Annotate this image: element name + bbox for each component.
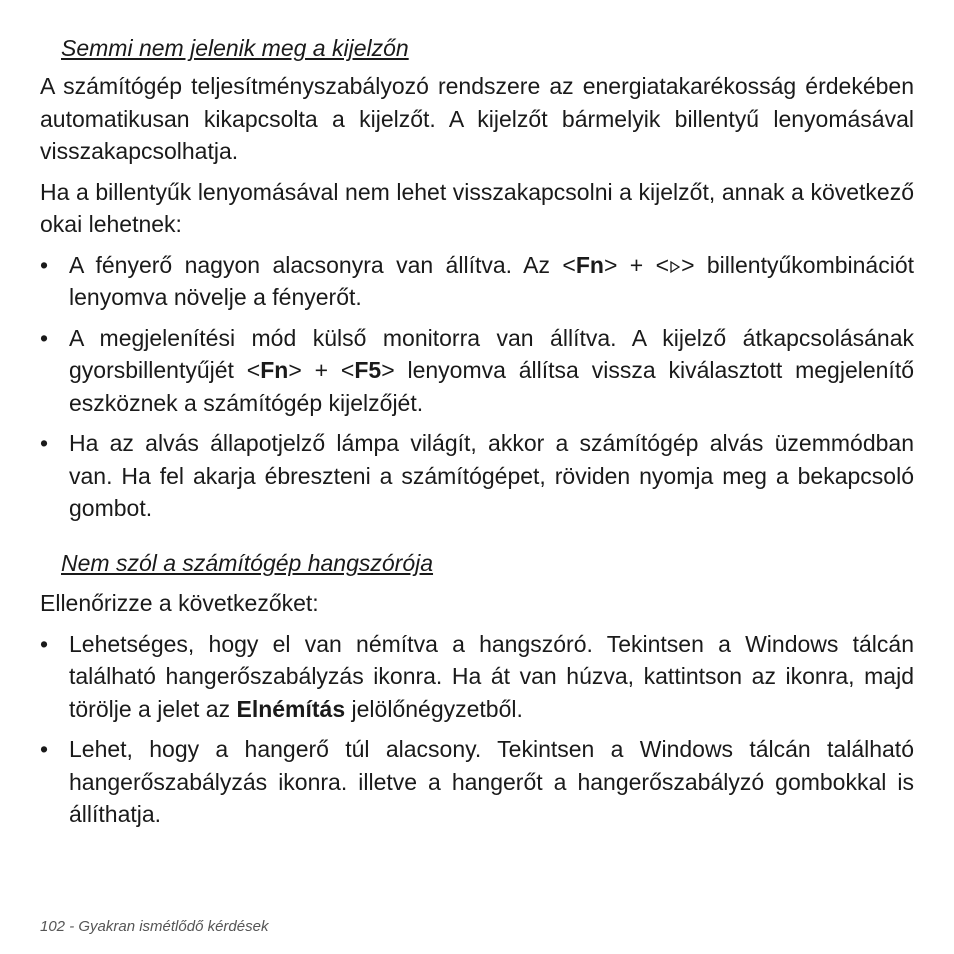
speaker-checks-list: [40, 628, 914, 831]
list-item-display-mode: • A megjelenítési mód külső monitorra van állítva. A kijelző átkapcsolásának gyorsbillentyűjét <Fn> + <F5> lenyomva állítsa vissza kiválasztott megjelenítő eszköznek a számítógép kijelzőjét.: [40, 322, 914, 420]
bullet-marker: •: [40, 736, 49, 762]
section-heading-speaker: Nem szól a számítógép hangszórója: [61, 550, 434, 576]
key-f5: F5: [354, 357, 382, 383]
bullet-marker: •: [40, 251, 49, 278]
list-item-muted: • Lehetséges, hogy el van némítva a hangszóró. Tekintsen a Windows tálcán található hangerőszabályzás ikonra. Ha át van húzva, kattintson az ikonra, majd törölje a jelet az Elnémítás jelölőnégyzetből.: [40, 628, 914, 726]
paragraph-check-intro: Ellenőrizze a következőket:: [40, 590, 319, 616]
bullet-marker: •: [40, 630, 49, 657]
key-fn: Fn: [575, 251, 604, 278]
mute-checkbox-label: Elnémítás: [236, 695, 346, 722]
list-item-sleep-mode: • Ha az alvás állapotjelző lámpa világít, akkor a számítógép alvás üzemmódban van. Ha fel akarja ébreszteni a számítógépet, röviden nyomja meg a bekapcsoló gombot.: [40, 427, 914, 525]
section-heading-display: Semmi nem jelenik meg a kijelzőn: [61, 35, 409, 61]
brightness-up-triangle-icon: [669, 259, 681, 275]
list-item-brightness: • A fényerő nagyon alacsonyra van állítva. Az <Fn> + < > billentyűkombinációt lenyomva növelje a fényerőt.: [40, 249, 914, 314]
list-item-volume-low: • Lehet, hogy a hangerő túl alacsony. Tekintsen a Windows tálcán található hangerőszabályzás ikonra. illetve a hangerőt a hangerőszabályzó gombokkal is állíthatja.: [40, 733, 914, 831]
causes-list: [40, 249, 914, 525]
bullet-marker: •: [40, 324, 49, 351]
bullet-marker: •: [40, 430, 49, 456]
paragraph-power-management: A számítógép teljesítményszabályozó rendszere az energiatakarékosság érdekében automatikusan kikapcsolta a kijelzőt. A kijelzőt bármelyik billentyű lenyomásával visszakapcsolhatja.: [40, 73, 914, 164]
section-body-speaker: [40, 587, 914, 839]
section-body-display: [40, 70, 914, 533]
page-footer: 102 - Gyakran ismétlődő kérdések: [40, 918, 269, 935]
key-fn: Fn: [260, 357, 289, 383]
paragraph-possible-causes: Ha a billentyűk lenyomásával nem lehet visszakapcsolni a kijelzőt, annak a következő okai lehetnek:: [40, 178, 914, 237]
